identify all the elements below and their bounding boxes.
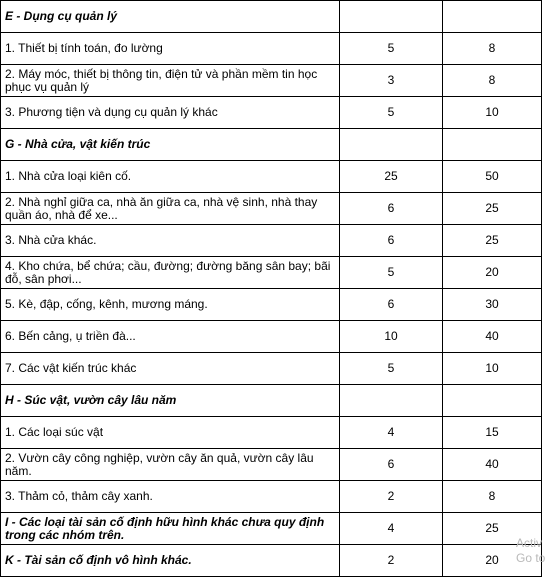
asset-name-cell: 1. Các loại súc vật xyxy=(1,417,340,449)
activation-watermark xyxy=(516,536,545,566)
min-years-cell: 5 xyxy=(340,257,443,289)
min-years-cell xyxy=(340,129,443,161)
min-years-cell xyxy=(340,1,443,33)
max-years-cell: 8 xyxy=(443,481,542,513)
table-row xyxy=(1,417,542,449)
min-years-cell: 2 xyxy=(340,481,443,513)
asset-name-cell: 6. Bến cảng, ụ triền đà... xyxy=(1,321,340,353)
min-years-cell: 5 xyxy=(340,33,443,65)
max-years-cell: 10 xyxy=(443,353,542,385)
asset-name-cell: 4. Kho chứa, bể chứa; cầu, đường; đường băng sân bay; bãi đỗ, sân phơi... xyxy=(1,257,340,289)
asset-name-cell: 5. Kè, đập, cống, kênh, mương máng. xyxy=(1,289,340,321)
min-years-cell: 5 xyxy=(340,97,443,129)
group-header-row xyxy=(1,1,542,33)
table-row xyxy=(1,225,542,257)
table-row xyxy=(1,257,542,289)
table-row xyxy=(1,65,542,97)
table-body xyxy=(1,1,542,577)
asset-name-cell: 2. Nhà nghỉ giữa ca, nhà ăn giữa ca, nhà vệ sinh, nhà thay quần áo, nhà để xe... xyxy=(1,193,340,225)
max-years-cell: 25 xyxy=(443,193,542,225)
min-years-cell: 6 xyxy=(340,289,443,321)
asset-name-cell: I - Các loại tài sản cố định hữu hình khác chưa quy định trong các nhóm trên. xyxy=(1,513,340,545)
max-years-cell: 20 xyxy=(443,545,542,577)
max-years-cell: 20 xyxy=(443,257,542,289)
group-header-row xyxy=(1,129,542,161)
asset-name-cell: 2. Vườn cây công nghiệp, vườn cây ăn quả, vườn cây lâu năm. xyxy=(1,449,340,481)
min-years-cell: 3 xyxy=(340,65,443,97)
max-years-cell: 40 xyxy=(443,321,542,353)
table-row xyxy=(1,289,542,321)
max-years-cell: 40 xyxy=(443,449,542,481)
min-years-cell: 6 xyxy=(340,225,443,257)
table-row xyxy=(1,33,542,65)
asset-name-cell: 3. Thảm cỏ, thảm cây xanh. xyxy=(1,481,340,513)
table-row xyxy=(1,97,542,129)
min-years-cell: 10 xyxy=(340,321,443,353)
watermark-line-2: Go to xyxy=(516,551,546,565)
asset-name-cell: 1. Nhà cửa loại kiên cố. xyxy=(1,161,340,193)
min-years-cell xyxy=(340,385,443,417)
watermark-line-1: Activ xyxy=(516,536,543,550)
min-years-cell: 2 xyxy=(340,545,443,577)
asset-name-cell: 3. Phương tiện và dụng cụ quản lý khác xyxy=(1,97,340,129)
group-header-row xyxy=(1,545,542,577)
max-years-cell: 50 xyxy=(443,161,542,193)
max-years-cell: 10 xyxy=(443,97,542,129)
max-years-cell: 30 xyxy=(443,289,542,321)
table-row xyxy=(1,321,542,353)
asset-name-cell: K - Tài sản cố định vô hình khác. xyxy=(1,545,340,577)
table-row xyxy=(1,481,542,513)
max-years-cell: 25 xyxy=(443,513,542,545)
min-years-cell: 4 xyxy=(340,513,443,545)
max-years-cell xyxy=(443,385,542,417)
group-header-row xyxy=(1,385,542,417)
max-years-cell: 8 xyxy=(443,33,542,65)
max-years-cell: 15 xyxy=(443,417,542,449)
table-row xyxy=(1,449,542,481)
max-years-cell xyxy=(443,129,542,161)
group-header-row xyxy=(1,513,542,545)
min-years-cell: 6 xyxy=(340,449,443,481)
min-years-cell: 4 xyxy=(340,417,443,449)
table-row xyxy=(1,193,542,225)
min-years-cell: 25 xyxy=(340,161,443,193)
asset-name-cell: G - Nhà cửa, vật kiến trúc xyxy=(1,129,340,161)
asset-name-cell: 3. Nhà cửa khác. xyxy=(1,225,340,257)
max-years-cell xyxy=(443,1,542,33)
asset-name-cell: H - Súc vật, vườn cây lâu năm xyxy=(1,385,340,417)
asset-name-cell: E - Dụng cụ quản lý xyxy=(1,1,340,33)
max-years-cell: 25 xyxy=(443,225,542,257)
min-years-cell: 6 xyxy=(340,193,443,225)
asset-name-cell: 1. Thiết bị tính toán, đo lường xyxy=(1,33,340,65)
table-row xyxy=(1,353,542,385)
min-years-cell: 5 xyxy=(340,353,443,385)
asset-name-cell: 2. Máy móc, thiết bị thông tin, điện tử và phần mềm tin học phục vụ quản lý xyxy=(1,65,340,97)
asset-name-cell: 7. Các vật kiến trúc khác xyxy=(1,353,340,385)
table-row xyxy=(1,161,542,193)
max-years-cell: 8 xyxy=(443,65,542,97)
